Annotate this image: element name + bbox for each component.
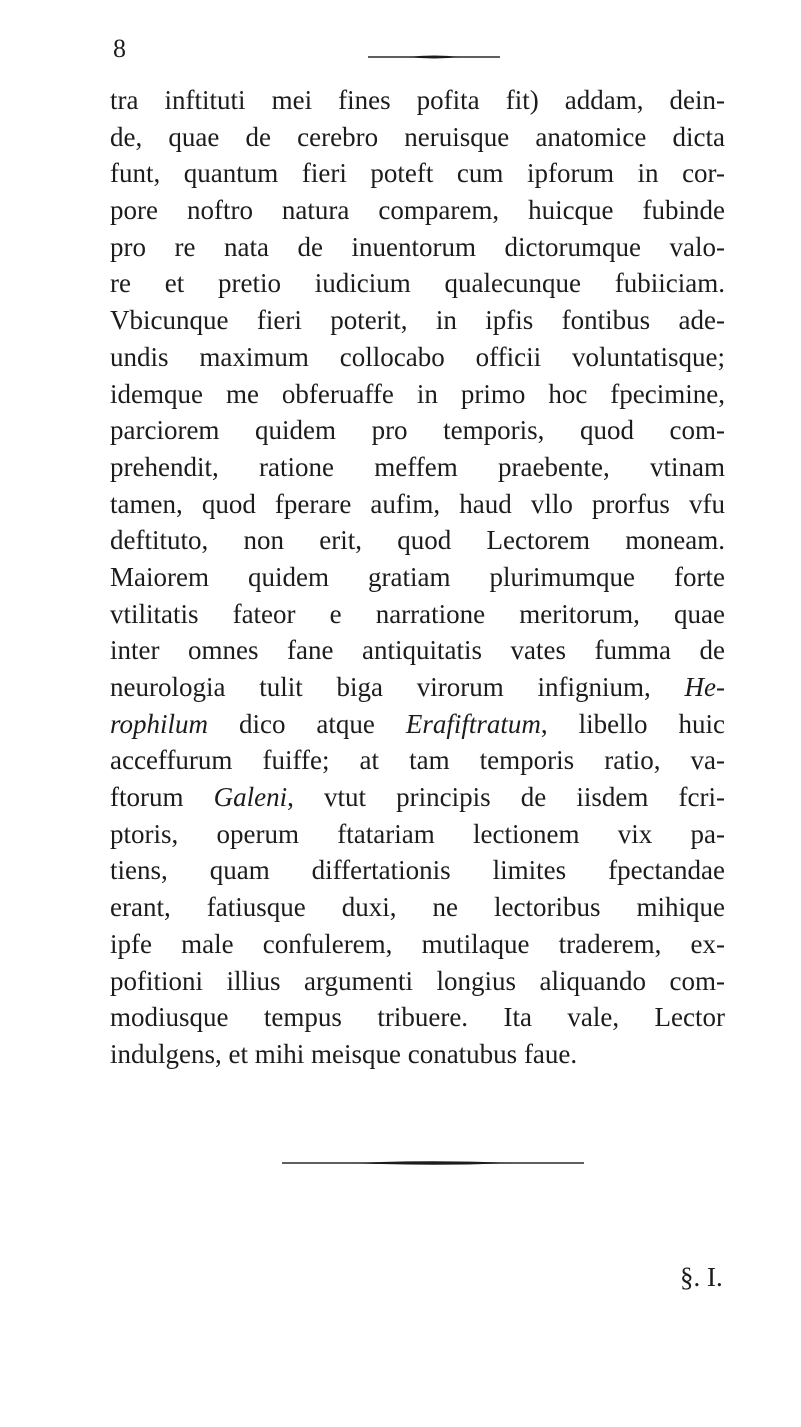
text-line: erant, fatiusque duxi, ne lectoribus mihique [110,892,725,923]
main-paragraph [110,82,725,1073]
text-line: deftituto, non erit, quod Lectorem moneam. [110,525,725,556]
text-line: parciorem quidem pro temporis, quod com- [110,415,725,446]
text-line: prehendit, ratione meffem praebente, vtinam [110,451,725,482]
text-line: tamen, quod fperare aufim, haud vllo prorfus vfu [110,488,725,519]
text-line: undis maximum collocabo officii voluntatisque; [110,341,725,372]
italic-name-herophilus-part: He- [684,672,725,702]
text-line: re et pretio iudicium qualecunque fubiiciam. [110,268,725,299]
text-line: pro re nata de inuentorum dictorumque valo- [110,231,725,262]
text-line [110,669,725,706]
italic-name-erasistratus: Erafiftratum [405,708,541,739]
text-line: pore noftro natura comparem, huicque fubinde [110,195,725,226]
page-number: 8 [113,34,126,63]
text-line [110,706,725,743]
text-line [110,779,725,816]
text-run: , libello huic [540,708,725,739]
end-ornament-rule [282,1160,584,1166]
text-line: inter omnes fane antiquitatis vates fumma de [110,635,725,666]
text-line: Vbicunque fieri poterit, in ipfis fontibus ade- [110,305,725,336]
text-line: acceffurum fuiffe; at tam temporis ratio, va- [110,745,725,776]
text-line: Maiorem quidem gratiam plurimumque forte [110,561,725,592]
text-run: dico atque [208,708,406,739]
text-line: vtilitatis fateor e narratione meritorum, quae [110,598,725,629]
text-run: ftorum [110,782,214,813]
text-line: de, quae de cerebro neruisque anatomice dicta [110,121,725,152]
catchword: §. I. [680,1262,723,1292]
text-line: ptoris, operum ftatariam lectionem vix pa- [110,818,725,849]
header-ornament-rule [368,54,500,60]
text-line: ipfe male confulerem, mutilaque traderem, ex- [110,928,725,959]
text-line: funt, quantum fieri poteft cum ipforum in cor- [110,158,725,189]
italic-name-herophilus-rest: rophilum [110,708,209,739]
text-line: pofitioni illius argumenti longius aliquando com- [110,965,725,996]
text-run: neurologia tulit biga virorum infignium, [110,672,685,702]
text-run: , vtut principis de iisdem fcri- [287,782,725,813]
text-line: modiusque tempus tribuere. Ita vale, Lector [110,1002,725,1033]
text-line: idemque me obferuaffe in primo hoc fpecimine, [110,378,725,409]
text-line-final: indulgens, et mihi meisque conatubus faue. [110,1038,578,1069]
italic-name-galen: Galeni [213,782,288,813]
text-line: tra inftituti mei fines pofita fit) addam, dein- [110,85,725,115]
text-line: tiens, quam differtationis limites fpectandae [110,855,725,886]
